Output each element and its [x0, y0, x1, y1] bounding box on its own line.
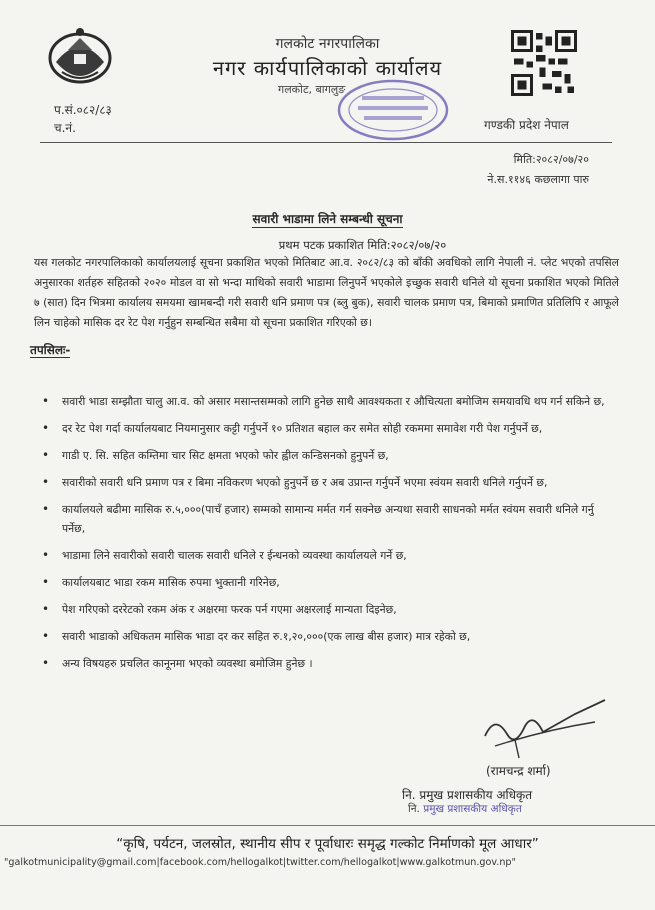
- list-item: [36, 573, 612, 592]
- condition-text: गाडी ए. सि. सहित कम्तिमा चार सिट क्षमता भएको फोर ह्वील कन्डिसनको हुनुपर्ने छ,: [62, 449, 389, 462]
- bullet-icon: •: [42, 602, 50, 616]
- bullet-icon: •: [42, 421, 50, 435]
- notice-title: [0, 210, 655, 227]
- header-divider: [40, 142, 612, 143]
- condition-text: कार्यालयबाट भाडा रकम मासिक रुपमा भुक्तानी गरिनेछ,: [62, 576, 280, 589]
- list-item: [36, 600, 612, 619]
- qr-code-icon: [511, 30, 577, 96]
- signatory-stamp-prefix: नि.: [408, 803, 420, 815]
- bullet-icon: •: [42, 475, 50, 489]
- details-heading: [30, 341, 70, 358]
- list-item: [36, 627, 612, 646]
- signatory-stamp-text: प्रमुख प्रशासकीय अधिकृत: [423, 803, 522, 815]
- list-item: [36, 419, 612, 438]
- list-item: [36, 446, 612, 465]
- municipality-name: गलकोट नगरपालिका: [275, 36, 380, 52]
- footer-motto: “कृषि, पर्यटन, जलस्रोत, स्थानीय सीप र पूर्वाधारः समृद्ध गल्कोट निर्माणको मूल आधार”: [116, 836, 539, 852]
- bullet-icon: •: [42, 394, 50, 408]
- reference-number: प.सं.०८२/८३: [54, 103, 112, 117]
- condition-text: कार्यालयले बढीमा मासिक रु.५,०००(पाचँ हजार) सम्मको सामान्य मर्मत गर्न सक्नेछ अन्यथा सवारी साधनको मर्मत स्वंयम सवारी धनिले गर्नु पर्नेछ,: [62, 503, 594, 535]
- list-item: [36, 392, 612, 411]
- condition-text: दर रेट पेश गर्दा कार्यालयबाट नियमानुसार कट्टी गर्नुपर्ने १० प्रतिशत बहाल कर समेत सोही रकममा समावेश गरी पेश गर्नुपर्ने छ,: [62, 422, 543, 435]
- footer-contacts: "galkotmunicipality@gmail.com|facebook.com/hellogalkot|twitter.com/hellogalkot|www.galkotmun.gov.np": [4, 857, 516, 868]
- notice-body: यस गलकोट नगरपालिकाको कार्यालयलाई सूचना प्रकाशित भएको मितिबाट आ.व. २०८२/८३ को बाँकी अवधिको लागि नेपाली नं. प्लेट भएको तपसिल अनुसारका शर्तहरु सहितको २०२० मोडल वा सो भन्दा माथिको सवारी भाडामा लिनुपर्ने भएकोले इच्छुक सवारी धनिले यो सूचना प्रकाशित भएको मितिले ७ (सात) दिन भित्रमा कार्यालय समयमा खामबन्दी गरी सवारी धनि प्रमाण पत्र (ब्लु बुक), सवारी चालक प्रमाण पत्र, बिमाको प्रमाणित प्रतिलिपि र आफूले लिन चाहेको मासिक दर रेट पेश गर्नुहुन सम्बन्धित सबैमा यो सूचना प्रकाशित गरिएको छ।: [34, 256, 619, 329]
- signatory-title: नि. प्रमुख प्रशासकीय अधिकृत: [402, 788, 533, 802]
- condition-text: सवारी भाडाको अधिकतम मासिक भाडा दर कर सहित रु.१,२०,०००(एक लाख बीस हजार) मात्र रहेको छ,: [62, 630, 471, 643]
- footer-divider: [0, 825, 655, 826]
- list-item: [36, 473, 612, 492]
- signatory-name: (रामचन्द्र शर्मा): [486, 764, 551, 778]
- details-heading-text: तपसिलः-: [30, 343, 71, 357]
- list-item: [36, 546, 612, 565]
- bullet-icon: •: [42, 656, 50, 670]
- bullet-icon: •: [42, 629, 50, 643]
- conditions-list: [36, 392, 612, 681]
- dispatch-number: च.नं.: [54, 121, 76, 135]
- bullet-icon: •: [42, 548, 50, 562]
- province-name: गण्डकी प्रदेश नेपाल: [484, 118, 569, 132]
- bullet-icon: •: [42, 502, 50, 516]
- condition-text: सवारीको सवारी धनि प्रमाण पत्र र बिमा नविकरण भएको हुनुपर्ने छ र अब उप्रान्त गर्नुपर्ने भएमा स्वंयम सवारी धनिले गर्नुपर्ने छ,: [62, 476, 548, 489]
- list-item: [36, 654, 612, 673]
- condition-text: सवारी भाडा सम्झौता चालु आ.व. को असार मसान्तसम्मको लागि हुनेछ साथै आवश्यकता र औचित्यता बमोजिम समयावधि थप गर्न सकिने छ,: [62, 395, 605, 408]
- signature-icon: [455, 696, 615, 766]
- notice-date: मिति:२०८२/०७/२०: [513, 153, 589, 166]
- bullet-icon: •: [42, 448, 50, 462]
- condition-text: पेश गरिएको दररेटको रकम अंक र अक्षरमा फरक पर्न गएमा अक्षरलाई मान्यता दिइनेछ,: [62, 603, 397, 616]
- office-address: गलकोट, बागलुङ: [278, 83, 346, 96]
- published-date: प्रथम पटक प्रकाशित मिति:२०८२/०७/२०: [278, 238, 447, 252]
- list-item: [36, 500, 612, 538]
- nepal-sambat-date: ने.स.११४६ कछलागा पारु: [487, 173, 589, 186]
- office-name: नगर कार्यपालिकाको कार्यालय: [212, 56, 443, 80]
- bullet-icon: •: [42, 575, 50, 589]
- office-stamp-icon: [336, 78, 450, 142]
- condition-text: अन्य विषयहरु प्रचलित कानूनमा भएको व्यवस्था बमोजिम हुनेछ ।: [62, 657, 313, 670]
- condition-text: भाडामा लिने सवारीको सवारी चालक सवारी धनिले र ईन्धनको व्यवस्था कार्यालयले गर्ने छ,: [62, 549, 407, 562]
- signatory-stamp: [408, 802, 522, 816]
- notice-title-text: सवारी भाडामा लिने सम्बन्धी सूचना: [252, 212, 403, 226]
